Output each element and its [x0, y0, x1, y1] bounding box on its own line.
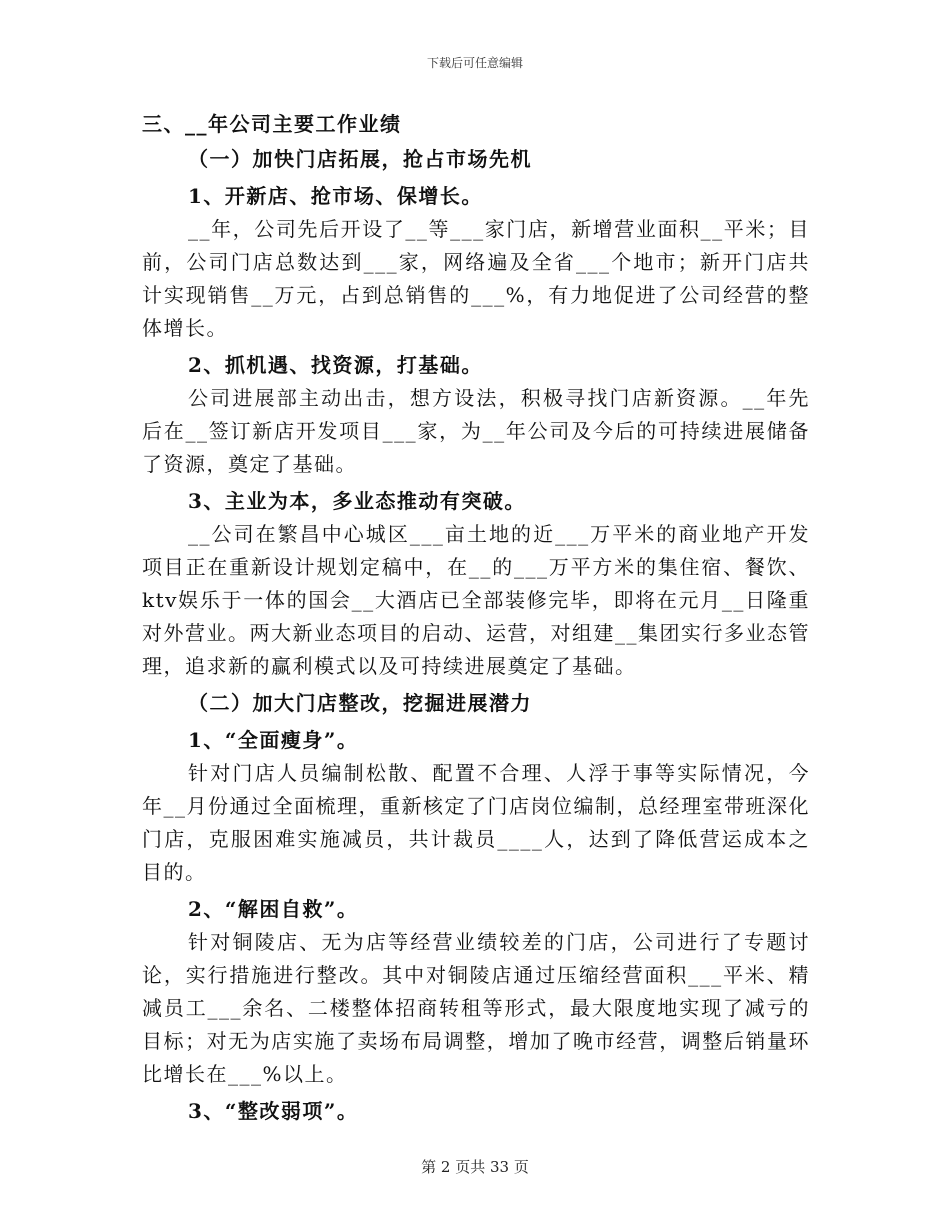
body-paragraph: 针对门店人员编制松散、配置不合理、人浮于事等实际情况，今年__月份通过全面梳理，重新核定了门店岗位编制，总经理室带班深化门店，克服困难实施减员，共计裁员____人，达到了降低营运成本之目的。: [142, 761, 810, 884]
item-heading: 2、“解困自救”。: [188, 897, 359, 921]
item-heading: 2、抓机遇、找资源，打基础。: [188, 353, 483, 377]
document-body: [142, 108, 810, 1128]
item-heading: 1、“全面瘦身”。: [188, 728, 359, 752]
item-heading: 1、开新店、抢市场、保增长。: [188, 184, 483, 208]
item-heading: 3、“整改弱项”。: [188, 1099, 359, 1123]
page-footer: 第 2 页共 33 页: [421, 1158, 529, 1176]
page-header: 下载后可任意编辑: [426, 56, 523, 70]
body-paragraph: __年，公司先后开设了__等___家门店，新增营业面积__平米；目前，公司门店总数达到___家，网络遍及全省___个地市；新开门店共计实现销售__万元，占到总销售的___%，有力地促进了公司经营的整体增长。: [142, 217, 810, 340]
body-paragraph: 公司进展部主动出击，想方设法，积极寻找门店新资源。__年先后在__签订新店开发项目___家，为__年公司及今后的可持续进展储备了资源，奠定了基础。: [142, 386, 810, 476]
body-paragraph: 针对铜陵店、无为店等经营业绩较差的门店，公司进行了专题讨论，实行措施进行整改。其中对铜陵店通过压缩经营面积___平米、精减员工___余名、二楼整体招商转租等形式，最大限度地实现了减亏的目标；对无为店实施了卖场布局调整，增加了晚市经营，调整后销量环比增长在___%以上。: [142, 930, 810, 1086]
item-heading: 3、主业为本，多业态推动有突破。: [188, 489, 526, 513]
section-heading: 三、__年公司主要工作业绩: [142, 112, 402, 136]
body-paragraph: __公司在繁昌中心城区___亩土地的近___万平米的商业地产开发项目正在重新设计规划定稿中，在__的___万平方米的集住宿、餐饮、ktv娱乐于一体的国会__大酒店已全部装修完毕，即将在元月__日隆重对外营业。两大新业态项目的启动、运营，对组建__集团实行多业态管理，追求新的赢利模式以及可持续进展奠定了基础。: [142, 522, 810, 678]
subsection-heading: （一）加快门店拓展，抢占市场先机: [188, 147, 532, 171]
subsection-heading: （二）加大门店整改，挖掘进展潜力: [188, 691, 532, 715]
